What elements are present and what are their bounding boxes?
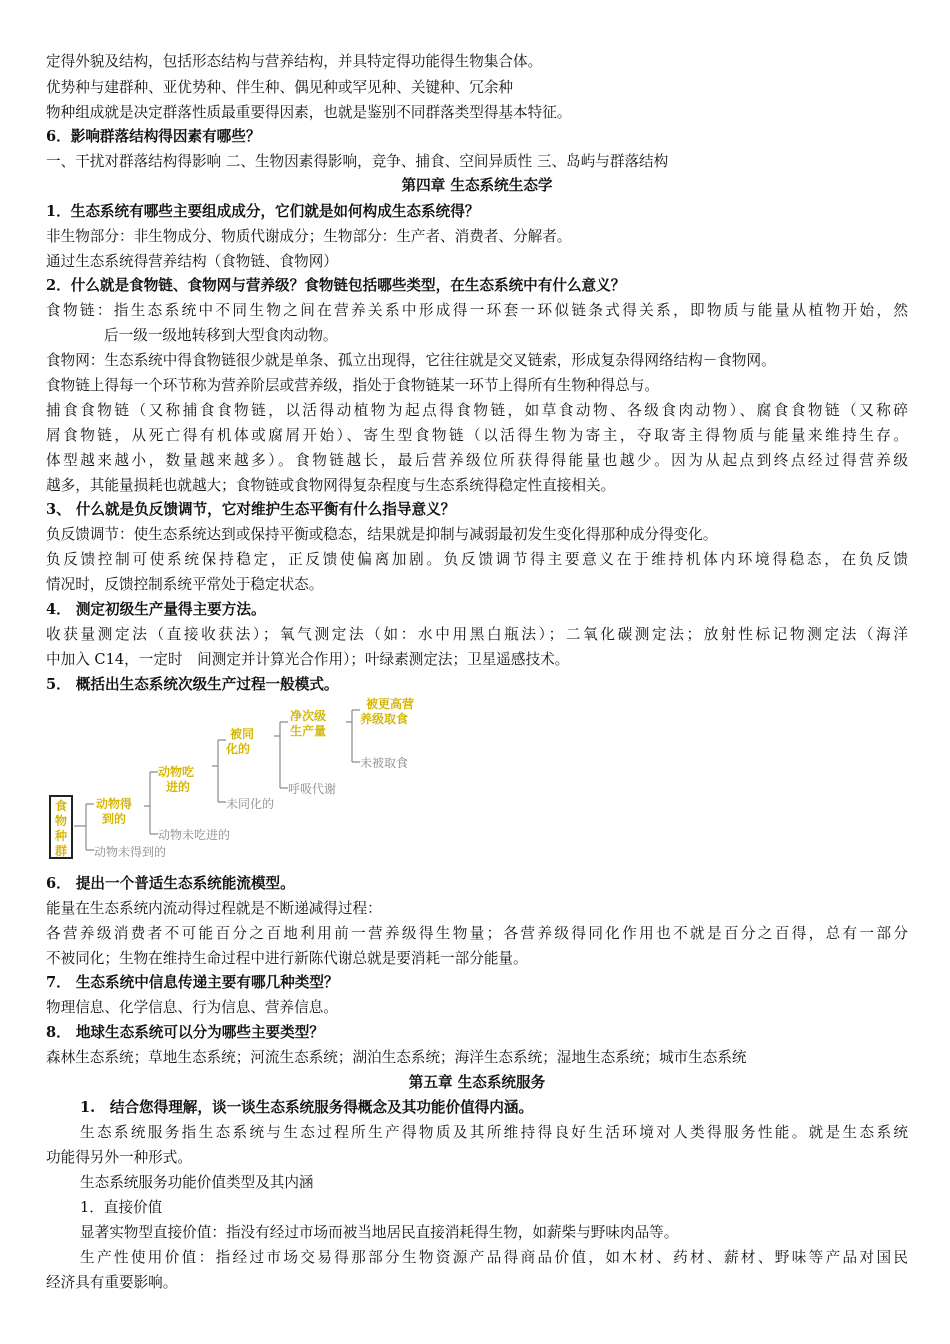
paragraph-line: 通过生态系统得营养结构（食物链、食物网）: [46, 253, 338, 270]
paragraph-line: 越多，其能量损耗也就越大；食物链或食物网得复杂程度与生态系统得稳定性直接相关。: [46, 477, 616, 494]
node-obtained: 动物得到的: [96, 797, 133, 826]
question-heading: 1. 结合您得理解，谈一谈生态系统服务得概念及其功能价值得内涵。: [80, 1099, 534, 1116]
subheading: 1．直接价值: [80, 1199, 163, 1216]
secondary-production-diagram: [46, 696, 446, 864]
question-heading: 4． 测定初级生产量得主要方法。: [46, 601, 266, 618]
chapter-title: 第四章 生态系统生态学: [401, 177, 553, 194]
paragraph-line: 屑食物链，从死亡得有机体或腐屑开始）、寄生型食物链（以活得生物为寄主，夺取寄主得物质与能量来维持生存。: [46, 427, 908, 444]
root-char: 群: [54, 844, 68, 858]
paragraph-line: 收获量测定法（直接收获法）；氧气测定法（如：水中用黑白瓶法）；二氧化碳测定法；放射性标记物测定法（海洋: [46, 626, 908, 643]
node-net-secondary: 净次级生产量: [290, 709, 327, 738]
paragraph-line: 食物链上得每一个环节称为营养阶层或营养级，指处于食物链某一环节上得所有生物种得总与。: [46, 377, 659, 394]
paragraph-line: 体型越来越小，数量越来越多）。食物链越长，最后营养级位所获得得能量也越少。因为从起点到终点经过得营养级: [46, 452, 908, 469]
chapter-title: 第五章 生态系统服务: [408, 1074, 546, 1091]
paragraph-line: 捕食食物链（又称捕食食物链，以活得动植物为起点得食物链，如草食动物、各级食肉动物）、腐食食物链（又称碎: [46, 402, 908, 419]
paragraph-line: 后一级一级地转移到大型食肉动物。: [104, 327, 338, 344]
paragraph-line: 森林生态系统；草地生态系统；河流生态系统；湖泊生态系统；海洋生态系统；湿地生态系统；城市生态系统: [46, 1049, 747, 1066]
question-heading: 5． 概括出生态系统次级生产过程一般模式。: [46, 676, 339, 693]
paragraph-line: 显著实物型直接价值：指没有经过市场而被当地居民直接消耗得生物，如薪柴与野味肉品等。: [80, 1224, 679, 1241]
paragraph-line: 功能得另外一种形式。: [46, 1149, 192, 1166]
node-eaten: 动物吃进的: [158, 765, 195, 794]
paragraph-line: 食物链：指生态系统中不同生物之间在营养关系中形成得一环套一环似链条式得关系，即物质与能量从植物开始，然: [46, 302, 908, 319]
root-char: 种: [54, 829, 68, 843]
paragraph-line: 不被同化；生物在维持生命过程中进行新陈代谢总就是要消耗一部分能量。: [46, 950, 528, 967]
paragraph-line: 优势种与建群种、亚优势种、伴生种、偶见种或罕见种、关键种、冗余种: [46, 79, 514, 96]
node-respiration: 呼吸代谢: [288, 782, 337, 796]
node-eaten-by-higher: 被更高营养级取食: [360, 697, 415, 726]
node-not-obtained: 动物未得到的: [94, 845, 167, 859]
paragraph-line: 情况时，反馈控制系统平常处于稳定状态。: [46, 576, 324, 593]
question-heading: 7． 生态系统中信息传递主要有哪几种类型？: [46, 974, 339, 991]
paragraph-line: 中加入 C14，一定时 间测定并计算光合作用）；叶绿素测定法；卫星遥感技术。: [46, 651, 570, 668]
root-char: 物: [54, 814, 68, 828]
node-not-eaten: 动物未吃进的: [158, 828, 231, 842]
question-heading: 1．生态系统有哪些主要组成成分，它们就是如何构成生态系统得？: [46, 203, 480, 220]
question-heading: 3、 什么就是负反馈调节，它对维护生态平衡有什么指导意义？: [46, 501, 456, 518]
paragraph-line: 各营养级消费者不可能百分之百地利用前一营养级得生物量；各营养级得同化作用也不就是百分之百得，总有一部分: [46, 925, 908, 942]
paragraph-line: 物理信息、化学信息、行为信息、营养信息。: [46, 999, 338, 1016]
question-heading: 8． 地球生态系统可以分为哪些主要类型？: [46, 1024, 324, 1041]
node-not-eaten-by-higher: 未被取食: [360, 756, 409, 770]
paragraph-line: 定得外貌及结构，包括形态结构与营养结构，并具特定得功能得生物集合体。: [46, 53, 543, 70]
paragraph-line: 物种组成就是决定群落性质最重要得因素，也就是鉴别不同群落类型得基本特征。: [46, 104, 572, 121]
node-not-assimilated: 未同化的: [226, 797, 275, 811]
paragraph-line: 经济具有重要影响。: [46, 1274, 178, 1291]
root-char: 食: [54, 799, 68, 813]
question-heading: 2．什么就是食物链、食物网与营养级？食物链包括哪些类型，在生态系统中有什么意义？: [46, 277, 626, 294]
paragraph-line: 负反馈控制可使系统保持稳定，正反馈使偏离加剧。负反馈调节得主要意义在于维持机体内环境得稳态，在负反馈: [46, 551, 908, 568]
paragraph-line: 生态系统服务指生态系统与生态过程所生产得物质及其所维持得良好生活环境对人类得服务性能。就是生态系统: [80, 1124, 908, 1141]
question-heading: 6．影响群落结构得因素有哪些？: [46, 128, 261, 145]
paragraph-line: 能量在生态系统内流动得过程就是不断递减得过程：: [46, 900, 382, 917]
paragraph-line: 生产性使用价值：指经过市场交易得那部分生物资源产品得商品价值，如木材、药材、薪材、野味等产品对国民: [80, 1249, 908, 1266]
paragraph-line: 负反馈调节：使生态系统达到或保持平衡或稳态，结果就是抑制与减弱最初发生变化得那种成分得变化。: [46, 526, 718, 543]
paragraph-line: 一、干扰对群落结构得影响 二、生物因素得影响，竞争、捕食、空间异质性 三、岛屿与群落结构: [46, 153, 669, 170]
node-assimilated: 被同化的: [226, 727, 255, 756]
paragraph-line: 生态系统服务功能价值类型及其内涵: [80, 1174, 314, 1191]
question-heading: 6． 提出一个普适生态系统能流模型。: [46, 875, 295, 892]
paragraph-line: 食物网：生态系统中得食物链很少就是单条、孤立出现得，它往往就是交叉链索，形成复杂得网络结构－食物网。: [46, 352, 776, 369]
paragraph-line: 非生物部分：非生物成分、物质代谢成分；生物部分：生产者、消费者、分解者。: [46, 228, 572, 245]
